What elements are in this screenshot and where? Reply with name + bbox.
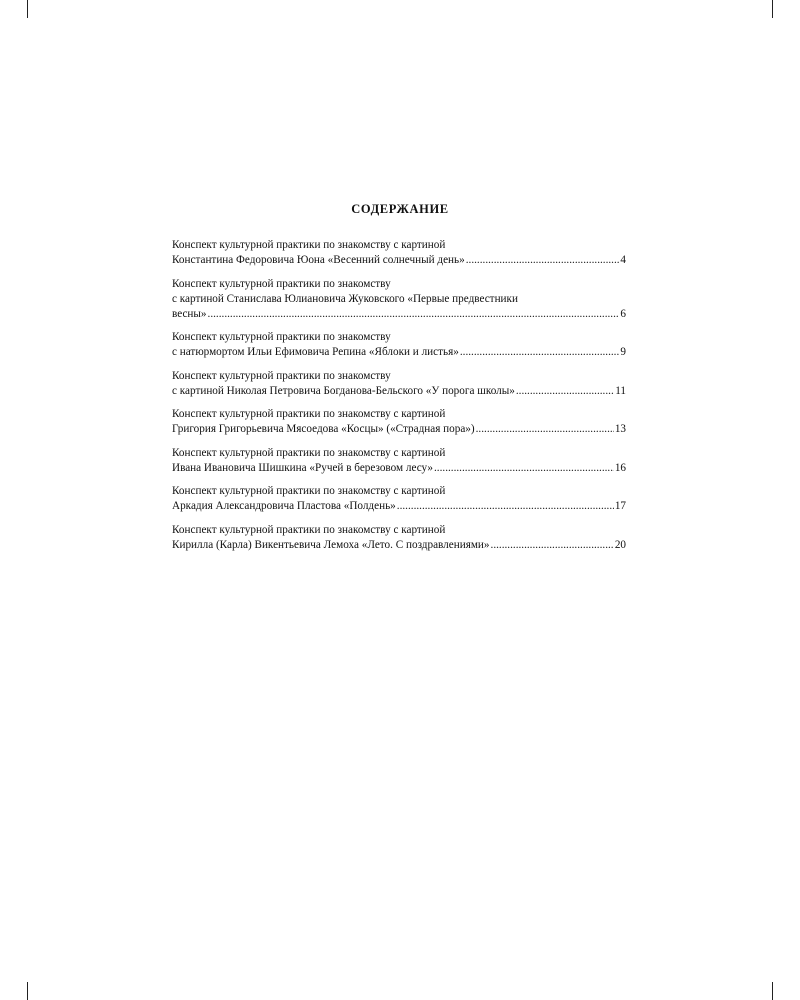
dot-leader [516,384,614,399]
toc-entry-last-line [172,422,626,437]
toc-entry-title: с картиной Николая Петровича Богданова-Бельского «У порога школы» [172,384,515,397]
toc-entry-line: Конспект культурной практики по знакомству с картиной [172,239,446,251]
toc-entry-page-number: 11 [615,384,626,397]
dot-leader [491,538,614,553]
toc-entry-line: Конспект культурной практики по знакомству с картиной [172,523,446,536]
toc-entry-title: Кирилла (Карла) Викентьевича Лемоха «Лето. С поздравлениями» [172,538,490,551]
toc-entry[interactable] [172,369,626,399]
toc-entry[interactable] [172,277,626,322]
crop-mark-bottom-left [27,982,28,1000]
toc-entry-page-number: 13 [614,423,626,435]
toc-entry-title: Аркадия Александровича Пластова «Полдень» [172,500,396,512]
toc-entry[interactable] [172,238,626,268]
toc-entry-last-line [172,384,626,399]
toc-entry-line: с картиной Станислава Юлиановича Жуковского «Первые предвестники [172,292,518,305]
dot-leader [208,307,620,322]
toc-heading: СОДЕРЖАНИЕ [351,202,449,216]
toc-entry[interactable] [172,330,626,360]
toc-entry[interactable] [172,407,626,437]
toc-entry-last-line [172,345,626,360]
crop-mark-bottom-right [772,982,773,1000]
toc-entry-line: Конспект культурной практики по знакомству [172,277,391,290]
toc-entry-line: Конспект культурной практики по знакомству с картиной [172,408,446,420]
toc-entry-last-line [172,538,626,553]
toc-entry[interactable] [172,523,626,553]
dot-leader [466,253,620,268]
toc-entry-page-number: 4 [620,254,626,266]
toc-entry-line: Конспект культурной практики по знакомству с картиной [172,485,446,497]
toc-entry-line: Конспект культурной практики по знакомству с картиной [172,446,446,459]
toc-entry-title: Константина Федоровича Юона «Весенний солнечный день» [172,254,465,266]
toc-entry-page-number: 20 [614,538,626,551]
toc-entry[interactable] [172,446,626,476]
toc-entry-last-line [172,253,626,268]
toc-entry-title: весны» [172,307,207,320]
toc-entry-line: Конспект культурной практики по знакомству [172,369,391,382]
crop-mark-top-right [772,0,773,18]
toc-entry-last-line [172,461,626,476]
toc-entry-page-number: 17 [614,500,626,512]
toc-entry-page-number: 16 [614,461,626,474]
toc-entry-line: Конспект культурной практики по знакомству [172,331,391,343]
dot-leader [397,499,614,514]
toc-entry-last-line [172,499,626,514]
toc-entry[interactable] [172,484,626,514]
table-of-contents [172,238,626,561]
dot-leader [476,422,614,437]
toc-entry-title: Ивана Ивановича Шишкина «Ручей в березовом лесу» [172,461,433,474]
toc-entry-title: с натюрмортом Ильи Ефимовича Репина «Яблоки и листья» [172,346,459,358]
dot-leader [434,461,614,476]
toc-entry-title: Григория Григорьевича Мясоедова «Косцы» («Страдная пора») [172,423,475,435]
dot-leader [460,345,620,360]
toc-entry-page-number: 6 [620,307,626,320]
toc-entry-last-line [172,307,626,322]
toc-entry-page-number: 9 [620,346,626,358]
crop-mark-top-left [27,0,28,18]
